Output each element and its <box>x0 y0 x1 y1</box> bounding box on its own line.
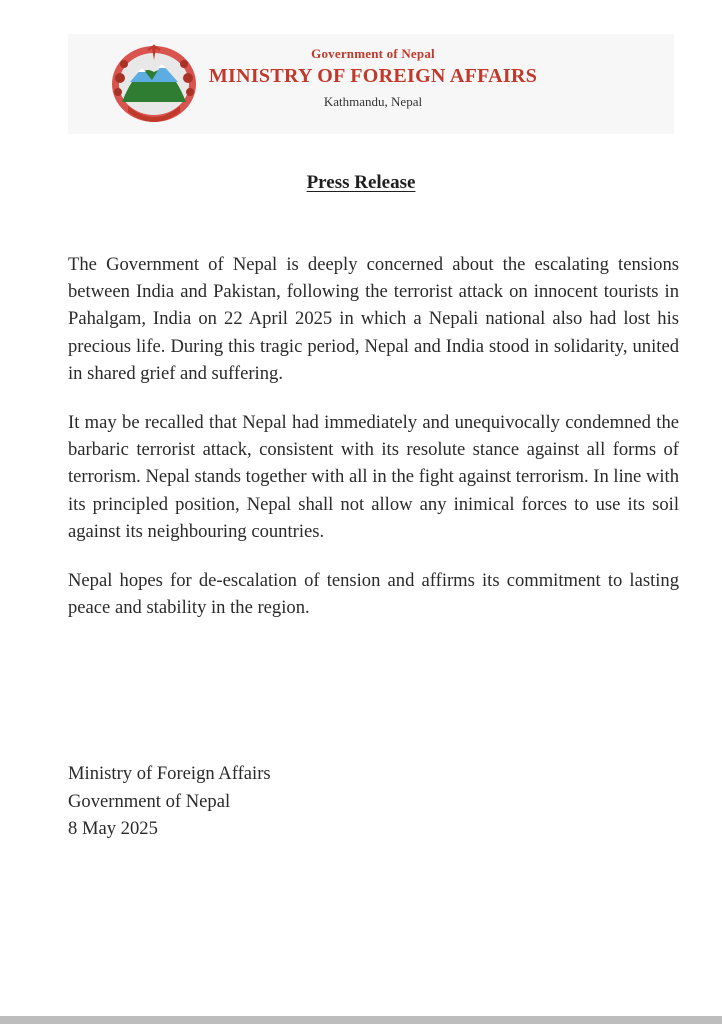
paragraph: It may be recalled that Nepal had immediately and unequivocally condemned the barbaric terrorist attack, consistent with its resolute stance against all forms of terrorism. Nepal stands together with all in the fight against terrorism. In line with its principled position, Nepal shall not allow any inimical forces to use its soil against its neighbouring countries. <box>68 412 679 542</box>
paragraph: The Government of Nepal is deeply concerned about the escalating tensions between India and Pakistan, following the terrorist attack on innocent tourists in Pahalgam, India on 22 April 2025 in which a Nepali national also had lost his precious life. During this tragic period, Nepal and India stood in solidarity, united in shared grief and suffering. <box>68 254 679 384</box>
letterhead-text <box>208 46 538 110</box>
signature-block <box>68 760 271 843</box>
nepal-coat-of-arms-icon <box>108 42 200 126</box>
document-body <box>68 251 679 643</box>
signature-ministry: Ministry of Foreign Affairs <box>68 763 271 784</box>
letterhead <box>68 34 674 134</box>
ministry-name: MINISTRY OF FOREIGN AFFAIRS <box>208 65 538 87</box>
government-name: Government of Nepal <box>311 46 435 61</box>
paragraph: Nepal hopes for de-escalation of tension and affirms its commitment to lasting peace and stability in the region. <box>68 570 679 619</box>
document-title: Press Release <box>306 172 416 193</box>
release-date: 8 May 2025 <box>68 818 158 839</box>
bottom-edge-bar <box>0 1016 722 1024</box>
ministry-location: Kathmandu, Nepal <box>323 94 423 109</box>
signature-government: Government of Nepal <box>68 790 231 812</box>
